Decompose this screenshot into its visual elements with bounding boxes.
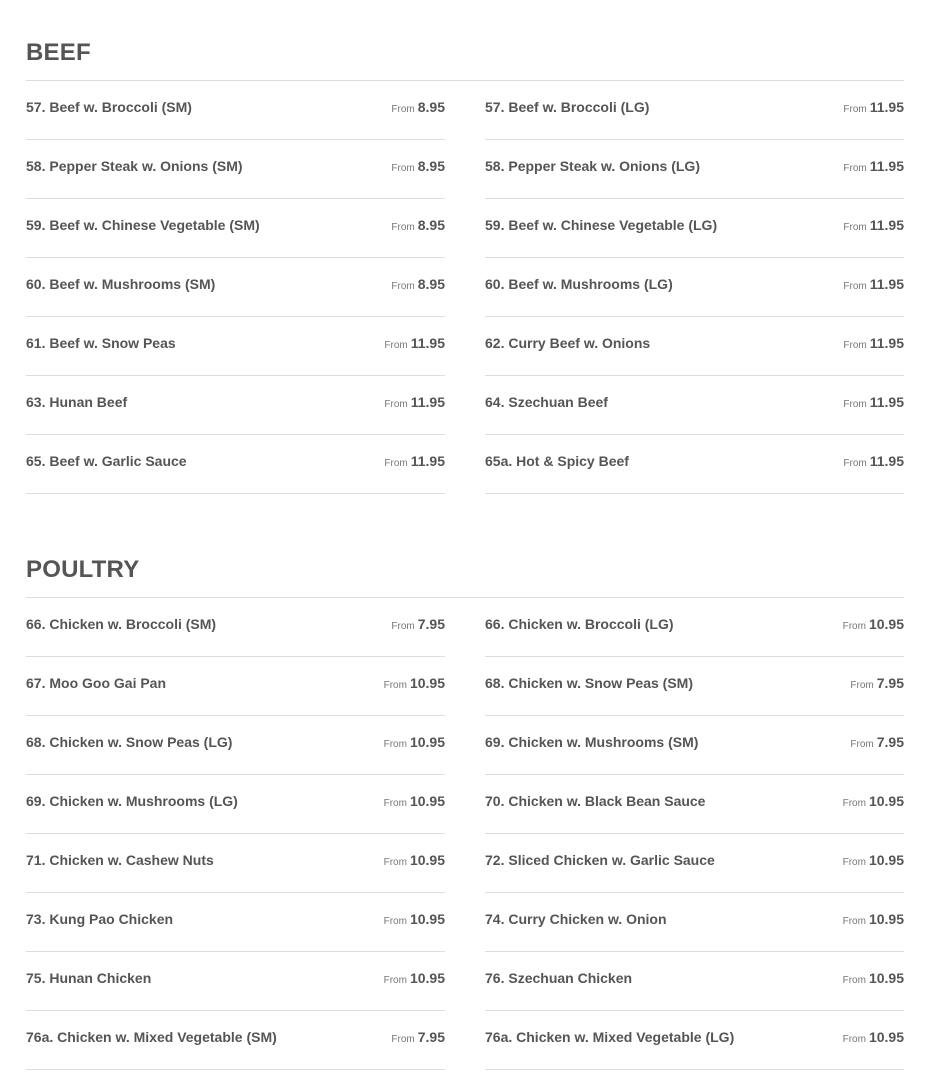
item-price	[384, 335, 445, 354]
price-from-label: From	[842, 975, 866, 986]
item-price	[391, 99, 445, 118]
item-price	[843, 394, 904, 413]
item-price	[384, 793, 445, 812]
item-price	[843, 217, 904, 236]
menu-item[interactable]	[26, 775, 445, 834]
price-from-label: From	[391, 222, 415, 233]
price-amount: 7.95	[417, 1029, 445, 1045]
item-name: 69. Chicken w. Mushrooms (LG)	[26, 793, 238, 809]
menu-grid-beef	[26, 81, 904, 494]
item-name: 75. Hunan Chicken	[26, 970, 152, 986]
price-from-label: From	[383, 680, 407, 691]
price-from-label: From	[842, 916, 866, 927]
menu-item[interactable]	[26, 716, 445, 775]
price-from-label: From	[391, 104, 415, 115]
item-price	[384, 734, 445, 753]
price-from-label: From	[391, 281, 415, 292]
item-name: 60. Beef w. Mushrooms (LG)	[485, 276, 673, 292]
item-name: 66. Chicken w. Broccoli (LG)	[485, 616, 674, 632]
price-amount: 10.95	[868, 1029, 904, 1045]
menu-item[interactable]	[485, 598, 904, 657]
price-from-label: From	[850, 680, 874, 691]
price-from-label: From	[383, 857, 407, 868]
price-from-label: From	[843, 163, 867, 174]
price-from-label: From	[383, 916, 407, 927]
item-price	[391, 217, 445, 236]
item-price	[391, 276, 445, 295]
item-price	[391, 616, 445, 635]
item-name: 73. Kung Pao Chicken	[26, 911, 174, 927]
item-price	[384, 675, 445, 694]
item-name: 76. Szechuan Chicken	[485, 970, 633, 986]
item-name: 67. Moo Goo Gai Pan	[26, 675, 167, 691]
item-price	[843, 793, 904, 812]
menu-item[interactable]	[485, 199, 904, 258]
price-from-label: From	[383, 739, 407, 750]
item-price	[843, 911, 904, 930]
price-amount: 11.95	[869, 99, 904, 115]
price-from-label: From	[843, 340, 867, 351]
price-amount: 10.95	[409, 852, 445, 868]
item-name: 64. Szechuan Beef	[485, 394, 608, 410]
item-price	[843, 852, 904, 871]
menu-item[interactable]	[485, 775, 904, 834]
price-amount: 11.95	[869, 394, 904, 410]
menu-item[interactable]	[26, 657, 445, 716]
item-price	[843, 453, 904, 472]
menu-item[interactable]	[26, 81, 445, 140]
menu-item[interactable]	[485, 140, 904, 199]
menu-item[interactable]	[26, 893, 445, 952]
menu-item[interactable]	[485, 952, 904, 1011]
price-from-label: From	[843, 458, 867, 469]
item-price	[843, 158, 904, 177]
item-price	[850, 734, 904, 753]
menu-item[interactable]	[485, 376, 904, 435]
item-name: 76a. Chicken w. Mixed Vegetable (SM)	[26, 1029, 277, 1045]
price-amount: 10.95	[868, 616, 904, 632]
price-amount: 7.95	[876, 675, 904, 691]
price-amount: 8.95	[417, 276, 445, 292]
item-name: 68. Chicken w. Snow Peas (SM)	[485, 675, 693, 691]
price-amount: 7.95	[876, 734, 904, 750]
item-name: 59. Beef w. Chinese Vegetable (LG)	[485, 217, 718, 233]
price-amount: 8.95	[417, 158, 445, 174]
item-price	[384, 970, 445, 989]
menu-item[interactable]	[485, 716, 904, 775]
price-amount: 10.95	[409, 734, 445, 750]
menu-item[interactable]	[485, 893, 904, 952]
item-name: 65a. Hot & Spicy Beef	[485, 453, 629, 469]
menu-item[interactable]	[485, 258, 904, 317]
menu-item[interactable]	[26, 435, 445, 494]
menu-item[interactable]	[485, 435, 904, 494]
price-amount: 10.95	[868, 970, 904, 986]
item-name: 71. Chicken w. Cashew Nuts	[26, 852, 214, 868]
price-amount: 11.95	[869, 276, 904, 292]
menu-item[interactable]	[485, 81, 904, 140]
menu-item[interactable]	[26, 199, 445, 258]
item-name: 65. Beef w. Garlic Sauce	[26, 453, 187, 469]
price-amount: 10.95	[868, 911, 904, 927]
price-amount: 10.95	[868, 793, 904, 809]
item-price	[843, 970, 904, 989]
item-name: 69. Chicken w. Mushrooms (SM)	[485, 734, 699, 750]
item-price	[850, 675, 904, 694]
menu-item[interactable]	[26, 258, 445, 317]
menu-item[interactable]	[26, 140, 445, 199]
item-price	[384, 852, 445, 871]
menu-item[interactable]	[26, 952, 445, 1011]
price-amount: 11.95	[410, 335, 445, 351]
item-price	[843, 1029, 904, 1048]
price-amount: 7.95	[417, 616, 445, 632]
price-from-label: From	[383, 975, 407, 986]
item-price	[843, 276, 904, 295]
price-from-label: From	[391, 1034, 415, 1045]
price-amount: 10.95	[868, 852, 904, 868]
price-amount: 8.95	[417, 217, 445, 233]
menu-item[interactable]	[26, 1011, 445, 1070]
price-from-label: From	[843, 104, 867, 115]
section-title-beef: BEEF	[26, 39, 91, 66]
price-amount: 11.95	[410, 394, 445, 410]
item-name: 57. Beef w. Broccoli (SM)	[26, 99, 192, 115]
item-price	[843, 335, 904, 354]
item-name: 57. Beef w. Broccoli (LG)	[485, 99, 650, 115]
menu-item[interactable]	[26, 598, 445, 657]
price-from-label: From	[384, 458, 408, 469]
item-name: 58. Pepper Steak w. Onions (SM)	[26, 158, 243, 174]
price-from-label: From	[843, 399, 867, 410]
menu-item[interactable]	[485, 834, 904, 893]
item-name: 60. Beef w. Mushrooms (SM)	[26, 276, 216, 292]
item-price	[391, 158, 445, 177]
item-name: 74. Curry Chicken w. Onion	[485, 911, 667, 927]
beef-section	[26, 38, 904, 469]
price-amount: 8.95	[417, 99, 445, 115]
price-from-label: From	[384, 399, 408, 410]
menu-grid-poultry	[26, 598, 904, 1070]
price-amount: 11.95	[869, 217, 904, 233]
item-name: 62. Curry Beef w. Onions	[485, 335, 651, 351]
section-title-poultry: POULTRY	[26, 556, 140, 583]
price-from-label: From	[843, 281, 867, 292]
item-name: 68. Chicken w. Snow Peas (LG)	[26, 734, 233, 750]
item-name: 63. Hunan Beef	[26, 394, 128, 410]
poultry-section	[26, 555, 904, 1045]
price-from-label: From	[842, 857, 866, 868]
price-amount: 10.95	[409, 970, 445, 986]
price-from-label: From	[843, 222, 867, 233]
item-price	[391, 1029, 445, 1048]
item-name: 58. Pepper Steak w. Onions (LG)	[485, 158, 700, 174]
price-from-label: From	[842, 798, 866, 809]
price-amount: 10.95	[409, 793, 445, 809]
item-name: 59. Beef w. Chinese Vegetable (SM)	[26, 217, 260, 233]
price-from-label: From	[391, 163, 415, 174]
item-name: 66. Chicken w. Broccoli (SM)	[26, 616, 217, 632]
menu-item[interactable]	[26, 376, 445, 435]
price-from-label: From	[842, 621, 866, 632]
item-price	[384, 453, 445, 472]
menu-item[interactable]	[485, 317, 904, 376]
price-from-label: From	[842, 1034, 866, 1045]
price-amount: 11.95	[869, 158, 904, 174]
price-amount: 10.95	[409, 911, 445, 927]
item-name: 76a. Chicken w. Mixed Vegetable (LG)	[485, 1029, 735, 1045]
menu-item[interactable]	[26, 834, 445, 893]
price-from-label: From	[850, 739, 874, 750]
item-price	[384, 911, 445, 930]
price-amount: 11.95	[869, 335, 904, 351]
menu-item[interactable]	[485, 1011, 904, 1070]
item-name: 72. Sliced Chicken w. Garlic Sauce	[485, 852, 715, 868]
price-from-label: From	[384, 340, 408, 351]
menu-item[interactable]	[26, 317, 445, 376]
price-from-label: From	[383, 798, 407, 809]
item-price	[843, 99, 904, 118]
price-amount: 11.95	[410, 453, 445, 469]
price-amount: 11.95	[869, 453, 904, 469]
item-name: 61. Beef w. Snow Peas	[26, 335, 176, 351]
item-name: 70. Chicken w. Black Bean Sauce	[485, 793, 706, 809]
item-price	[843, 616, 904, 635]
price-from-label: From	[391, 621, 415, 632]
menu-item[interactable]	[485, 657, 904, 716]
price-amount: 10.95	[409, 675, 445, 691]
item-price	[384, 394, 445, 413]
